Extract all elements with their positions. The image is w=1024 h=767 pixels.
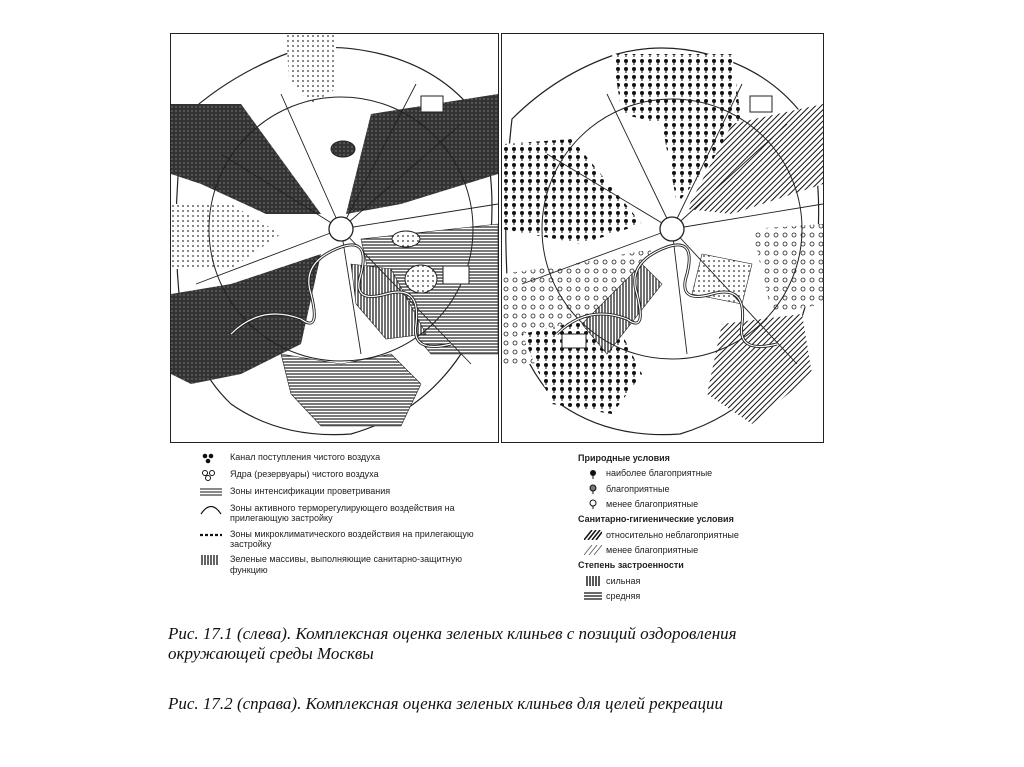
ventilation-zone-lines-icon xyxy=(198,486,224,498)
clean-air-channel-dots-icon xyxy=(198,452,224,464)
legend-right-item xyxy=(584,484,823,494)
legend-left-item xyxy=(198,503,488,524)
legend-density-title: Степень застроенности xyxy=(578,560,684,571)
legend-left-item xyxy=(198,469,488,481)
legend-right-text: менее благоприятные xyxy=(606,499,699,510)
legend-right-item xyxy=(584,576,823,586)
legend-right-item xyxy=(584,591,823,601)
legend-right-text: средняя xyxy=(606,591,641,602)
legend-right-text: менее благоприятные xyxy=(606,545,699,556)
green-core-1 xyxy=(331,141,355,157)
legend-natural-title: Природные условия xyxy=(578,453,670,463)
microclimate-zone-dashed-line-icon xyxy=(198,529,224,541)
legend-right-text: наиболее благоприятные xyxy=(606,468,713,479)
legend-left-text: Зоны активного терморегулирующего воздействия на прилегающую застройку xyxy=(230,503,455,524)
legend-right-item xyxy=(584,545,823,555)
legend-right-item xyxy=(584,530,823,540)
horizontal-hatch-icon xyxy=(584,591,602,601)
city-centre-right xyxy=(660,217,684,241)
tree-outline-icon xyxy=(584,499,602,509)
legend-left-text: Ядра (резервуары) чистого воздуха xyxy=(230,469,379,479)
wedge-west xyxy=(171,204,281,269)
sanitary-green-mass-hatch-icon xyxy=(198,554,224,566)
legend-left-text: Зеленые массивы, выполняющие санитарно-защитную функцию xyxy=(230,554,462,575)
legend-left-item xyxy=(198,554,488,575)
map-left-health-assessment xyxy=(170,33,499,443)
light-hatch-icon xyxy=(584,545,602,555)
legend-sanitary-title: Санитарно-гигиенические условия xyxy=(578,514,734,525)
settlement-1 xyxy=(421,96,443,112)
legend-right-item xyxy=(584,499,823,509)
settlement-right-2 xyxy=(562,334,586,348)
figure-caption-17-1 xyxy=(168,624,828,664)
legend-left xyxy=(198,452,488,580)
legend-left-text: Зоны интенсификации проветривания xyxy=(230,486,391,496)
forest-south-east xyxy=(707,314,812,424)
vertical-hatch-icon xyxy=(584,576,602,586)
settlement-right-1 xyxy=(750,96,772,112)
wedge-north-west xyxy=(171,104,321,214)
city-centre xyxy=(329,217,353,241)
settlement-2 xyxy=(443,266,469,284)
tree-dotted-icon xyxy=(584,484,602,494)
legend-right-item xyxy=(584,468,823,478)
wedge-north xyxy=(286,34,336,104)
thermoregulating-zone-arc-icon xyxy=(198,503,224,515)
tree-solid-icon xyxy=(584,469,602,479)
figure-number-17-2: Рис. 17.2 xyxy=(168,694,233,713)
clean-air-core-circles-icon xyxy=(198,469,224,481)
map-right-drawing xyxy=(502,34,823,442)
legend-right-text: сильная xyxy=(606,575,641,586)
wedge-south xyxy=(281,354,421,426)
legend-right xyxy=(578,452,823,606)
legend-right-text: относительно неблагоприятные xyxy=(606,529,739,540)
legend-right-text: благоприятные xyxy=(606,483,670,494)
legend-left-item xyxy=(198,529,488,550)
legend-left-text: Канал поступления чистого воздуха xyxy=(230,452,381,462)
forest-west xyxy=(502,139,642,244)
figure-number-17-1: Рис. 17.1 xyxy=(168,624,233,643)
legend-left-item xyxy=(198,452,488,464)
figure-text-17-1: (слева). Комплексная оценка зеленых клиньев с позиций оздоровления окружающей среды Москвы xyxy=(168,624,737,663)
dense-hatch-icon xyxy=(584,530,602,540)
forest-east xyxy=(752,224,823,314)
green-core-2 xyxy=(392,231,420,247)
map-left-drawing xyxy=(171,34,498,442)
green-core-3 xyxy=(405,265,437,293)
legend-left-text: Зоны микроклиматического воздействия на прилегающую застройку xyxy=(230,528,474,550)
figure-caption-17-2 xyxy=(168,694,828,714)
map-right-recreation-assessment xyxy=(501,33,824,443)
figure-text-17-2: (справа). Комплексная оценка зеленых клиньев для целей рекреации xyxy=(232,694,723,713)
legend-left-item xyxy=(198,486,488,498)
